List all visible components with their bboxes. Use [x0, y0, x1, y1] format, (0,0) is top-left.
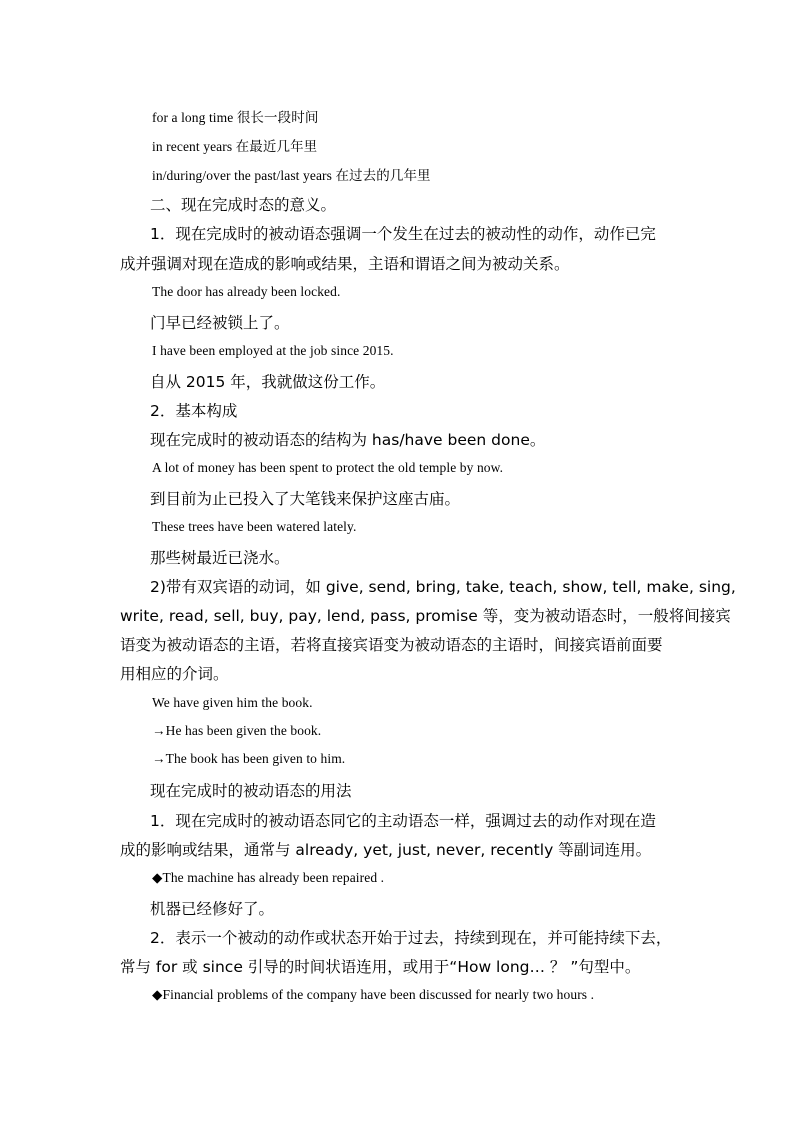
example-en-8: ◆The machine has already been repaired .: [152, 870, 385, 885]
example-en-2: I have been employed at the job since 2015.: [152, 343, 394, 358]
usage-paragraph-1a: 1．现在完成时的被动语态同它的主动语态一样，强调过去的动作对现在造: [150, 812, 656, 830]
example-zh-4: 那些树最近已浇水。: [150, 549, 290, 567]
usage-paragraph-2b: 常与 for 或 since 引导的时间状语连用，或用于“How long… ？ ”句型中。: [120, 958, 641, 976]
example-en-9: ◆Financial problems of the company have been discussed for nearly two hours .: [152, 987, 595, 1002]
paragraph-double-object-2: write, read, sell, buy, pay, lend, pass, promise 等，变为被动语态时，一般将间接宾: [120, 607, 731, 625]
example-zh-2: 自从 2015 年，我就做这份工作。: [150, 373, 386, 391]
paragraph-line-2: 成并强调对现在造成的影响或结果，主语和谓语之间为被动关系。: [120, 255, 570, 273]
section-heading-structure: 2．基本构成: [150, 402, 238, 420]
paragraph-double-object-1: 2)带有双宾语的动词，如 give, send, bring, take, teach, show, tell, make, sing,: [150, 578, 736, 596]
example-zh-1: 门早已经被锁上了。: [150, 314, 290, 332]
example-en-4: These trees have been watered lately.: [152, 519, 357, 534]
text-line-2: in recent years 在最近几年里: [152, 139, 318, 154]
example-zh-8: 机器已经修好了。: [150, 900, 275, 918]
text-line-3: in/during/over the past/last years 在过去的几年里: [152, 168, 431, 183]
paragraph-line-1: 1．现在完成时的被动语态强调一个发生在过去的被动性的动作，动作已完: [150, 225, 656, 243]
paragraph-double-object-3: 语变为被动语态的主语，若将直接宾语变为被动语态的主语时，间接宾语前面要: [120, 636, 663, 654]
text-line-1: for a long time 很长一段时间: [152, 110, 319, 125]
example-en-1: The door has already been locked.: [152, 284, 341, 299]
section-heading-usage: 现在完成时的被动语态的用法: [150, 782, 352, 800]
section-heading-meaning: 二、现在完成时态的意义。: [150, 196, 337, 214]
example-en-7: →The book has been given to him.: [152, 751, 346, 766]
example-en-3: A lot of money has been spent to protect the old temple by now.: [152, 460, 504, 475]
usage-paragraph-1b: 成的影响或结果，通常与 already, yet, just, never, recently 等副词连用。: [120, 841, 652, 859]
example-zh-3: 到目前为止已投入了大笔钱来保护这座古庙。: [150, 490, 461, 508]
example-en-5: We have given him the book.: [152, 695, 313, 710]
example-en-6: →He has been given the book.: [152, 723, 322, 738]
structure-description: 现在完成时的被动语态的结构为 has/have been done。: [150, 431, 546, 449]
usage-paragraph-2a: 2．表示一个被动的动作或状态开始于过去，持续到现在，并可能持续下去，: [150, 929, 672, 947]
paragraph-double-object-4: 用相应的介词。: [120, 665, 229, 683]
